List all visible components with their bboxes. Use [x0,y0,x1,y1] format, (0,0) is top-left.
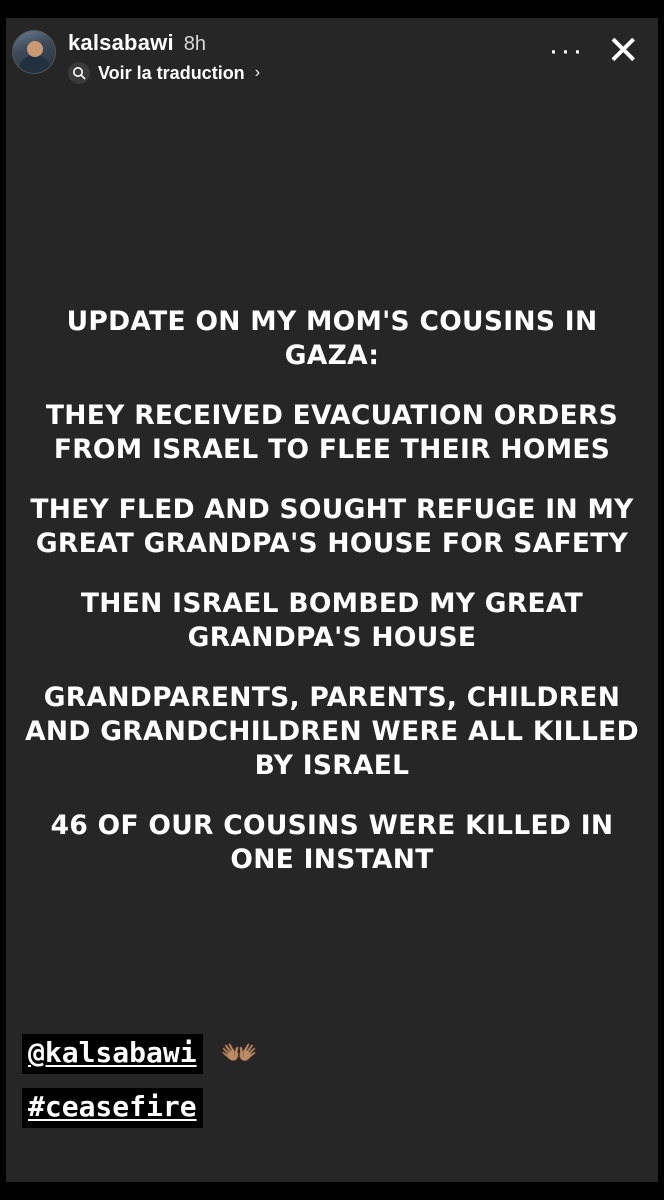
story-paragraph: GRANDPARENTS, PARENTS, CHILDREN AND GRANDCHILDREN WERE ALL KILLED BY ISRAEL [25,682,639,781]
right-letterbox [658,0,664,1200]
mention-sticker[interactable]: @kalsabawi [22,1034,203,1074]
see-translation-button[interactable] [68,62,549,84]
story-paragraph: UPDATE ON MY MOM'S COUSINS IN GAZA: [66,306,598,371]
praying-hands-emoji: 👐🏽 [220,1037,258,1070]
see-translation-label: Voir la traduction [98,62,245,83]
bottom-letterbox [0,1182,664,1200]
story-header-actions [548,28,659,73]
avatar[interactable] [12,30,56,74]
left-letterbox [0,0,6,1200]
hashtag-sticker-row [22,1088,203,1128]
story-paragraph: THEN ISRAEL BOMBED MY GREAT GRANDPA'S HOUSE [80,588,584,653]
top-letterbox [0,0,664,18]
story-paragraph: THEY FLED AND SOUGHT REFUGE IN MY GREAT GRANDPA'S HOUSE FOR SAFETY [30,494,634,559]
more-options-icon[interactable]: ··· [548,34,585,67]
story-text-content [20,305,644,877]
story-author-row [68,30,549,56]
close-icon[interactable]: ✕ [606,29,640,73]
story-username[interactable]: kalsabawi [68,30,174,55]
story-timestamp: 8h [183,33,207,55]
mention-sticker-row [22,1034,258,1074]
chevron-right-icon: › [254,64,261,81]
avatar-body-shape [18,55,52,73]
story-header [6,22,658,92]
story-paragraph: 46 OF OUR COUSINS WERE KILLED IN ONE INSTANT [50,810,614,875]
story-stickers [22,1034,258,1128]
search-icon [68,62,90,84]
story-header-text [68,28,549,84]
story-paragraph: THEY RECEIVED EVACUATION ORDERS FROM ISRAEL TO FLEE THEIR HOMES [45,400,619,465]
hashtag-sticker[interactable]: #ceasefire [22,1088,203,1128]
avatar-face-shape [27,41,43,57]
